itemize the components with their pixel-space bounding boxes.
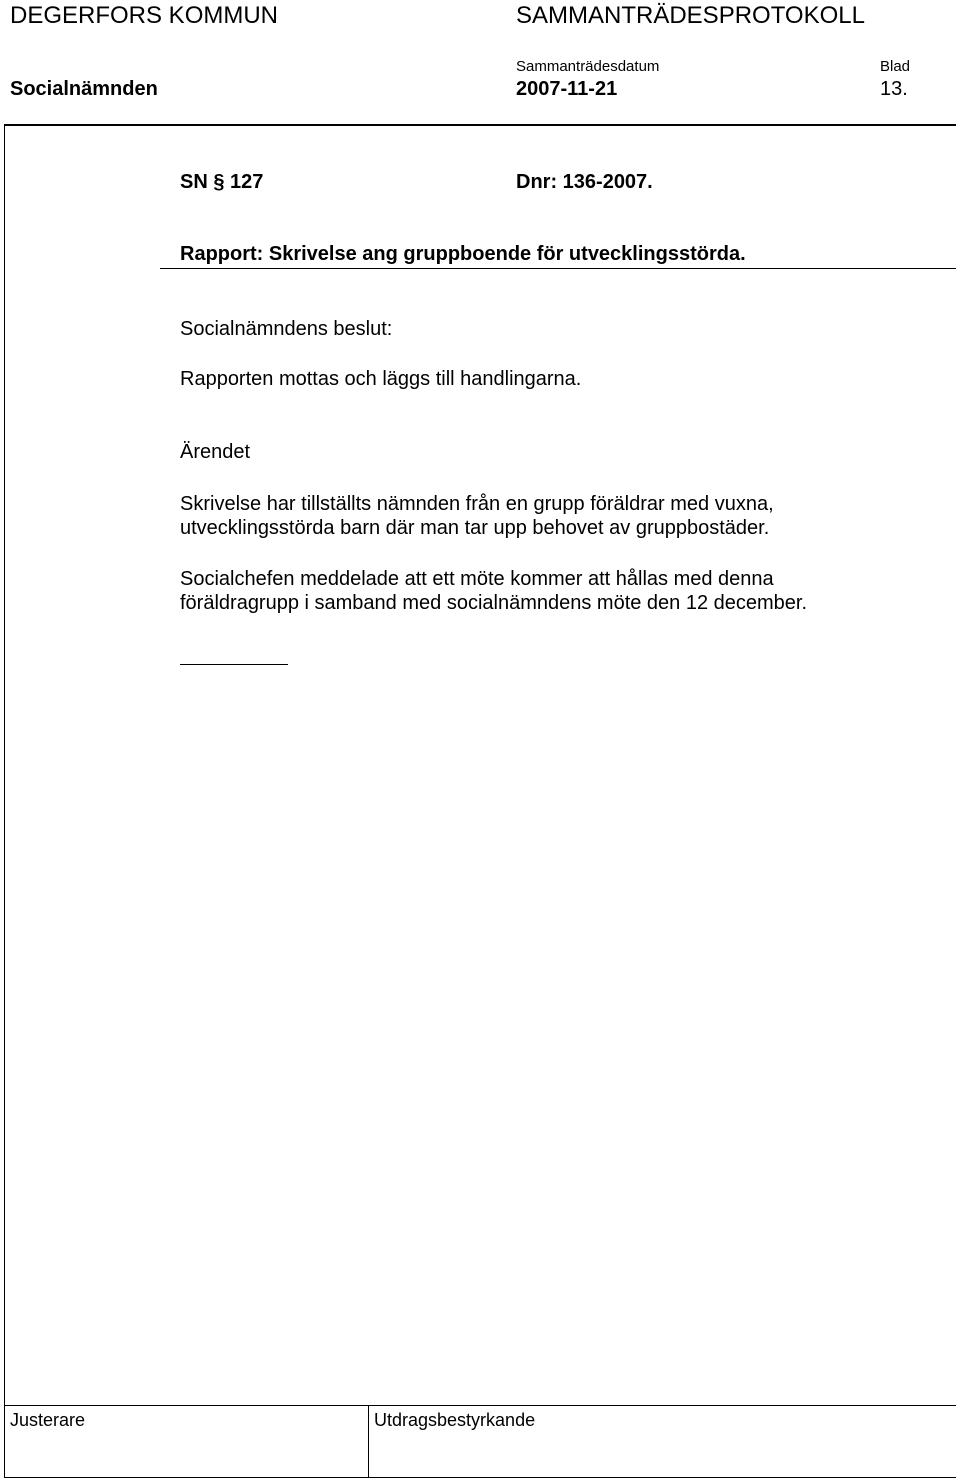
item-title: Rapport: Skrivelse ang gruppboende för utvecklingsstörda. [180, 243, 746, 265]
matter-heading: Ärendet [180, 441, 251, 463]
decision-text: Rapporten mottas och läggs till handlingarna. [180, 368, 582, 390]
board-name: Socialnämnden [10, 78, 158, 100]
adjuster-label: Justerare [10, 1410, 86, 1430]
page-number: 13. [880, 78, 908, 100]
footer-divider [4, 1405, 956, 1406]
matter-paragraph-1: Skrivelse har tillställts nämnden från en grupp föräldrar med vuxna, utvecklingsstörda barn där man tar upp behovet av gruppbostäder. [180, 493, 774, 539]
municipality-name: DEGERFORS KOMMUN [10, 2, 279, 29]
meeting-date-value: 2007-11-21 [516, 78, 618, 100]
content-frame [4, 124, 956, 1478]
end-rule [180, 664, 288, 665]
item-number: SN § 127 [180, 171, 264, 193]
document-type: SAMMANTRÄDESPROTOKOLL [516, 2, 865, 29]
title-underline [160, 268, 956, 269]
meeting-date-label: Sammanträdesdatum [516, 58, 660, 75]
extract-certification-label: Utdragsbestyrkande [374, 1410, 536, 1430]
page-label: Blad [880, 58, 911, 75]
footer-column-divider [368, 1405, 369, 1478]
decision-heading: Socialnämndens beslut: [180, 318, 393, 340]
matter-paragraph-2: Socialchefen meddelade att ett möte kommer att hållas med denna föräldragrupp i samband med socialnämndens möte den 12 december. [180, 568, 808, 614]
diary-number: Dnr: 136-2007. [516, 171, 653, 193]
